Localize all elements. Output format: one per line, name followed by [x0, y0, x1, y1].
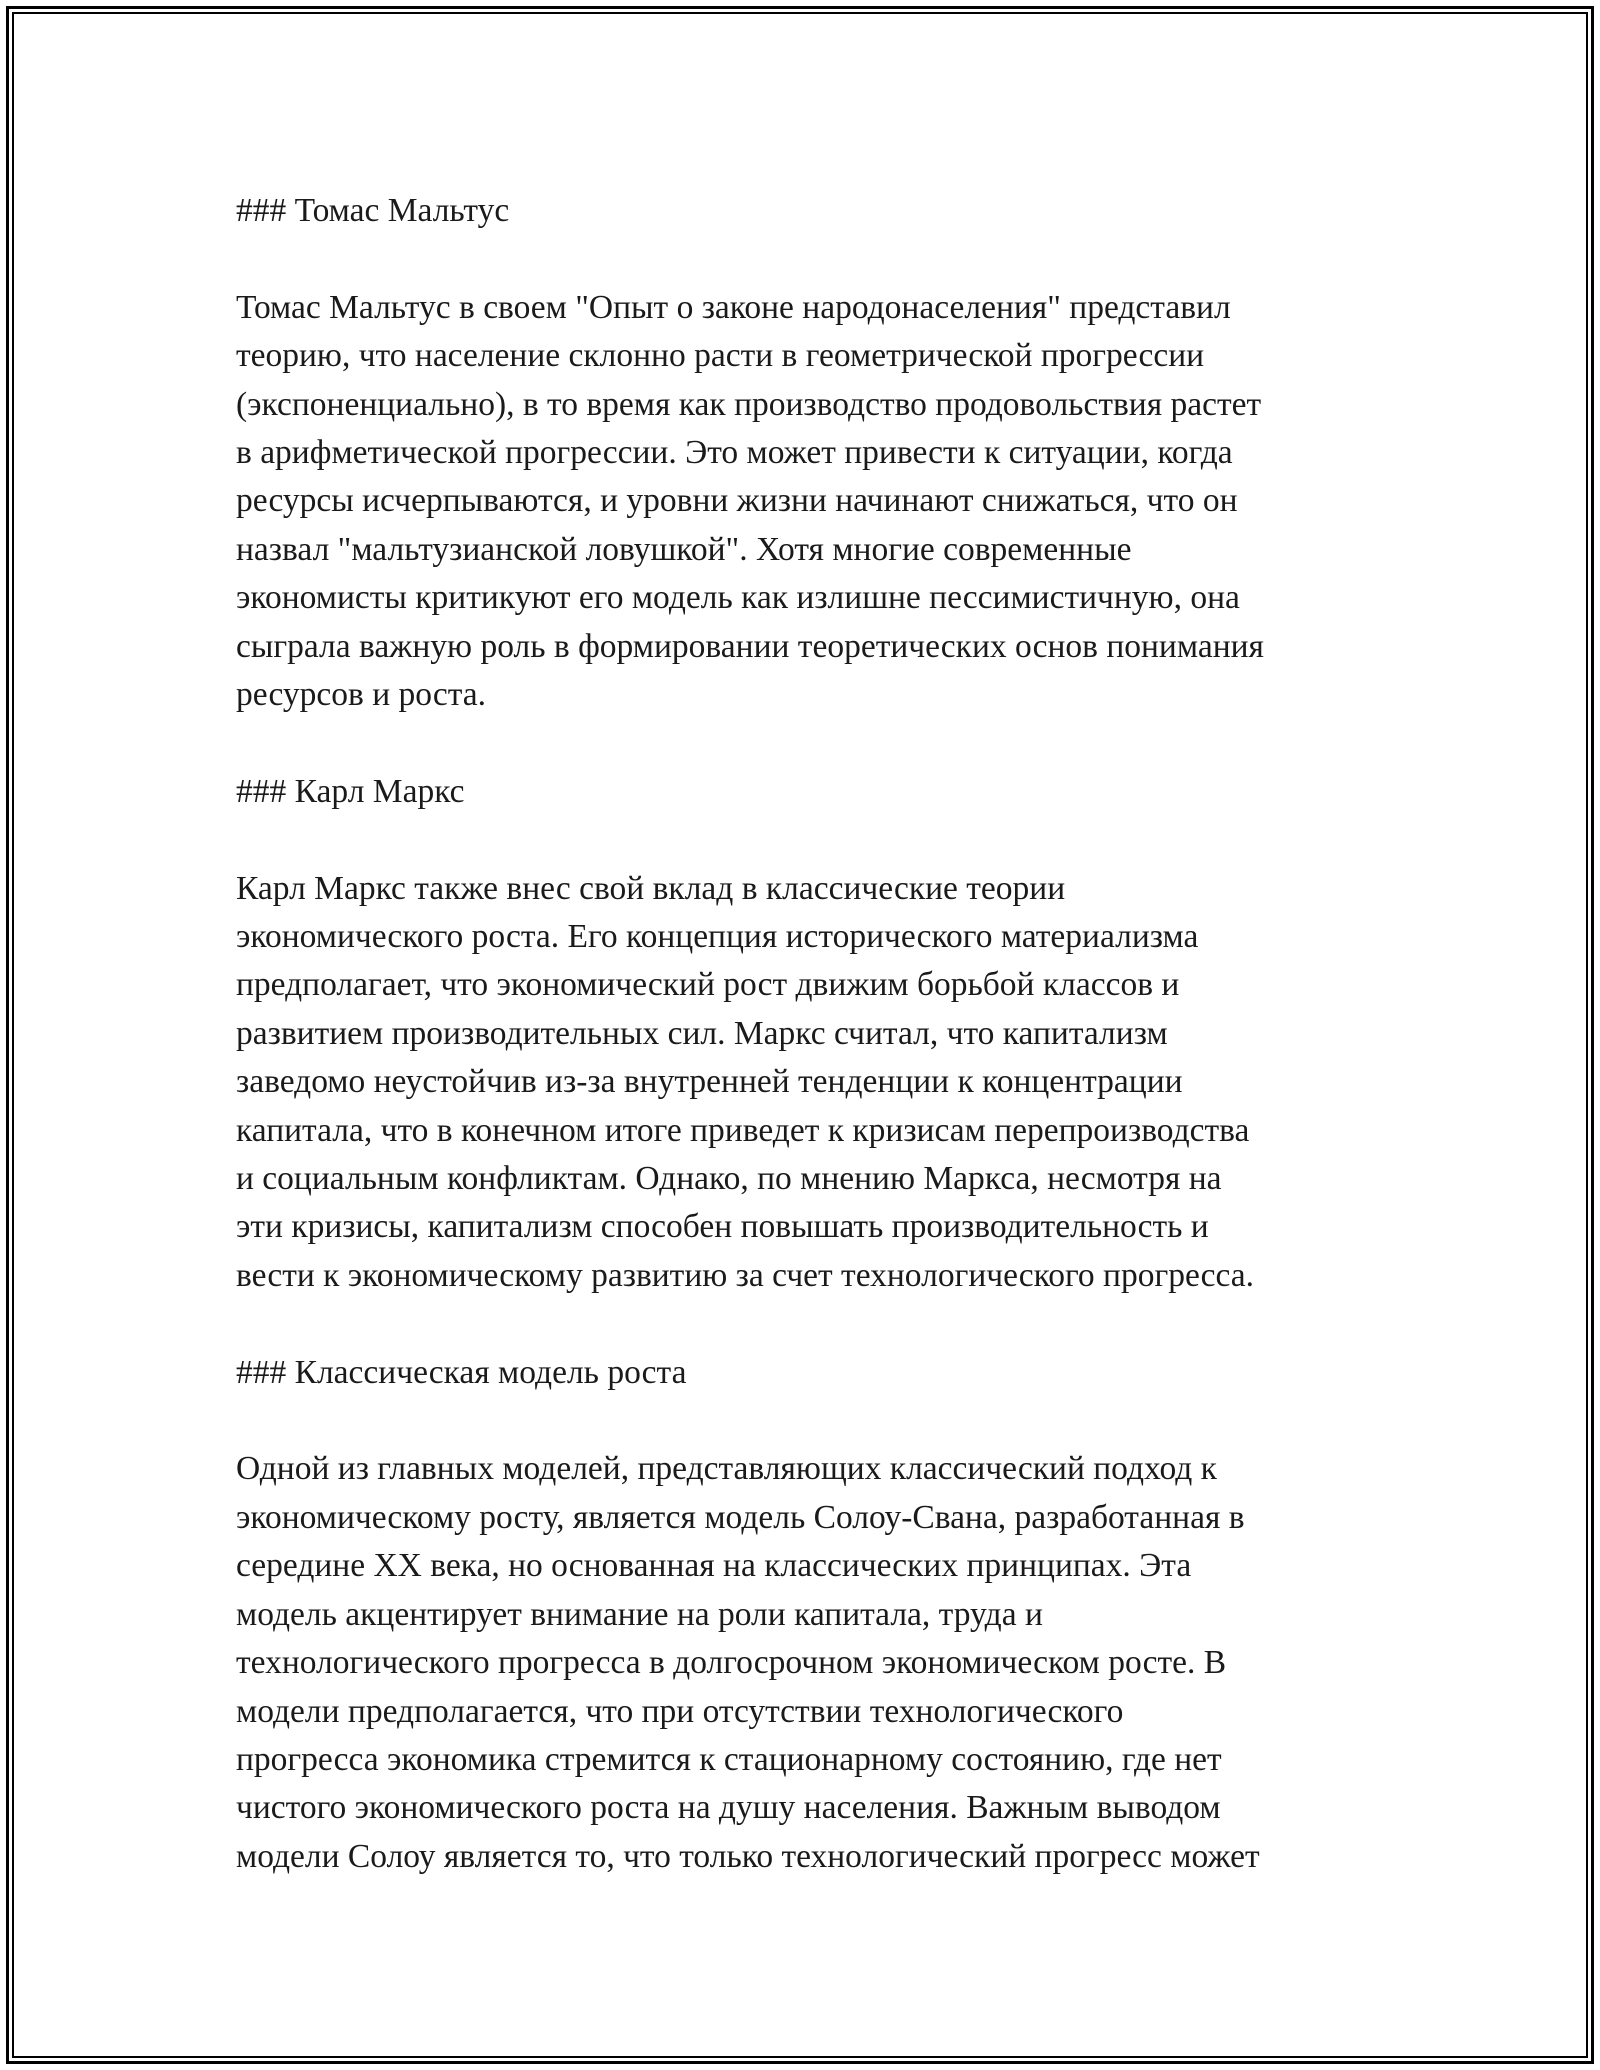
document-body [236, 187, 1386, 1930]
section-paragraph [236, 865, 1386, 1301]
text-line: ресурсов и роста. [236, 676, 486, 714]
text-line: вести к экономическому развитию за счет технологического прогресса. [236, 1256, 1255, 1294]
text-line: модели Солоу является то, что только технологический прогресс может [236, 1837, 1260, 1875]
text-line: середине XX века, но основанная на классических принципах. Эта [236, 1547, 1192, 1585]
text-line: Карл Маркс также внес свой вклад в классические теории [236, 869, 1066, 907]
text-line: Одной из главных моделей, представляющих классический подход к [236, 1450, 1217, 1488]
section-paragraph [236, 1445, 1386, 1881]
text-line: экономического роста. Его концепция исторического материализма [236, 918, 1199, 956]
text-line: предполагает, что экономический рост движим борьбой классов и [236, 966, 1180, 1004]
section-heading: ### Классическая модель роста [236, 1353, 687, 1391]
text-line: Томас Мальтус в своем "Опыт о законе народонаселения" представил [236, 288, 1231, 326]
section-malthus [236, 187, 1386, 719]
section-heading: ### Томас Мальтус [236, 192, 510, 229]
text-line: развитием производительных сил. Маркс считал, что капитализм [236, 1014, 1168, 1052]
section-marx [236, 768, 1386, 1300]
text-line: технологического прогресса в долгосрочном экономическом росте. В [236, 1644, 1227, 1682]
text-line: экономисты критикуют его модель как излишне пессимистичную, она [236, 579, 1240, 617]
text-line: и социальным конфликтам. Однако, по мнению Маркса, несмотря на [236, 1160, 1222, 1198]
text-line: модели предполагается, что при отсутствии технологического [236, 1692, 1124, 1730]
text-line: (экспоненциально), в то время как производство продовольствия растет [236, 385, 1262, 423]
text-line: прогресса экономика стремится к стационарному состоянию, где нет [236, 1740, 1222, 1778]
section-heading: ### Карл Маркс [236, 772, 465, 810]
text-line: чистого экономического роста на душу населения. Важным выводом [236, 1789, 1221, 1827]
text-line: назвал "мальтузианской ловушкой". Хотя многие современные [236, 530, 1132, 568]
section-classical-growth-model [236, 1349, 1386, 1881]
text-line: ресурсы исчерпываются, и уровни жизни начинают снижаться, что он [236, 482, 1238, 520]
text-line: теорию, что население склонно расти в геометрической прогрессии [236, 337, 1205, 375]
text-line: заведомо неустойчив из-за внутренней тенденции к концентрации [236, 1063, 1183, 1101]
text-line: сыграла важную роль в формировании теоретических основ понимания [236, 627, 1264, 665]
text-line: эти кризисы, капитализм способен повышать производительность и [236, 1208, 1209, 1246]
text-line: экономическому росту, является модель Солоу-Свана, разработанная в [236, 1498, 1245, 1536]
text-line: капитала, что в конечном итоге приведет к кризисам перепроизводства [236, 1111, 1250, 1149]
text-line: модель акцентирует внимание на роли капитала, труда и [236, 1595, 1043, 1633]
section-paragraph [236, 284, 1386, 720]
text-line: в арифметической прогрессии. Это может привести к ситуации, когда [236, 434, 1233, 472]
